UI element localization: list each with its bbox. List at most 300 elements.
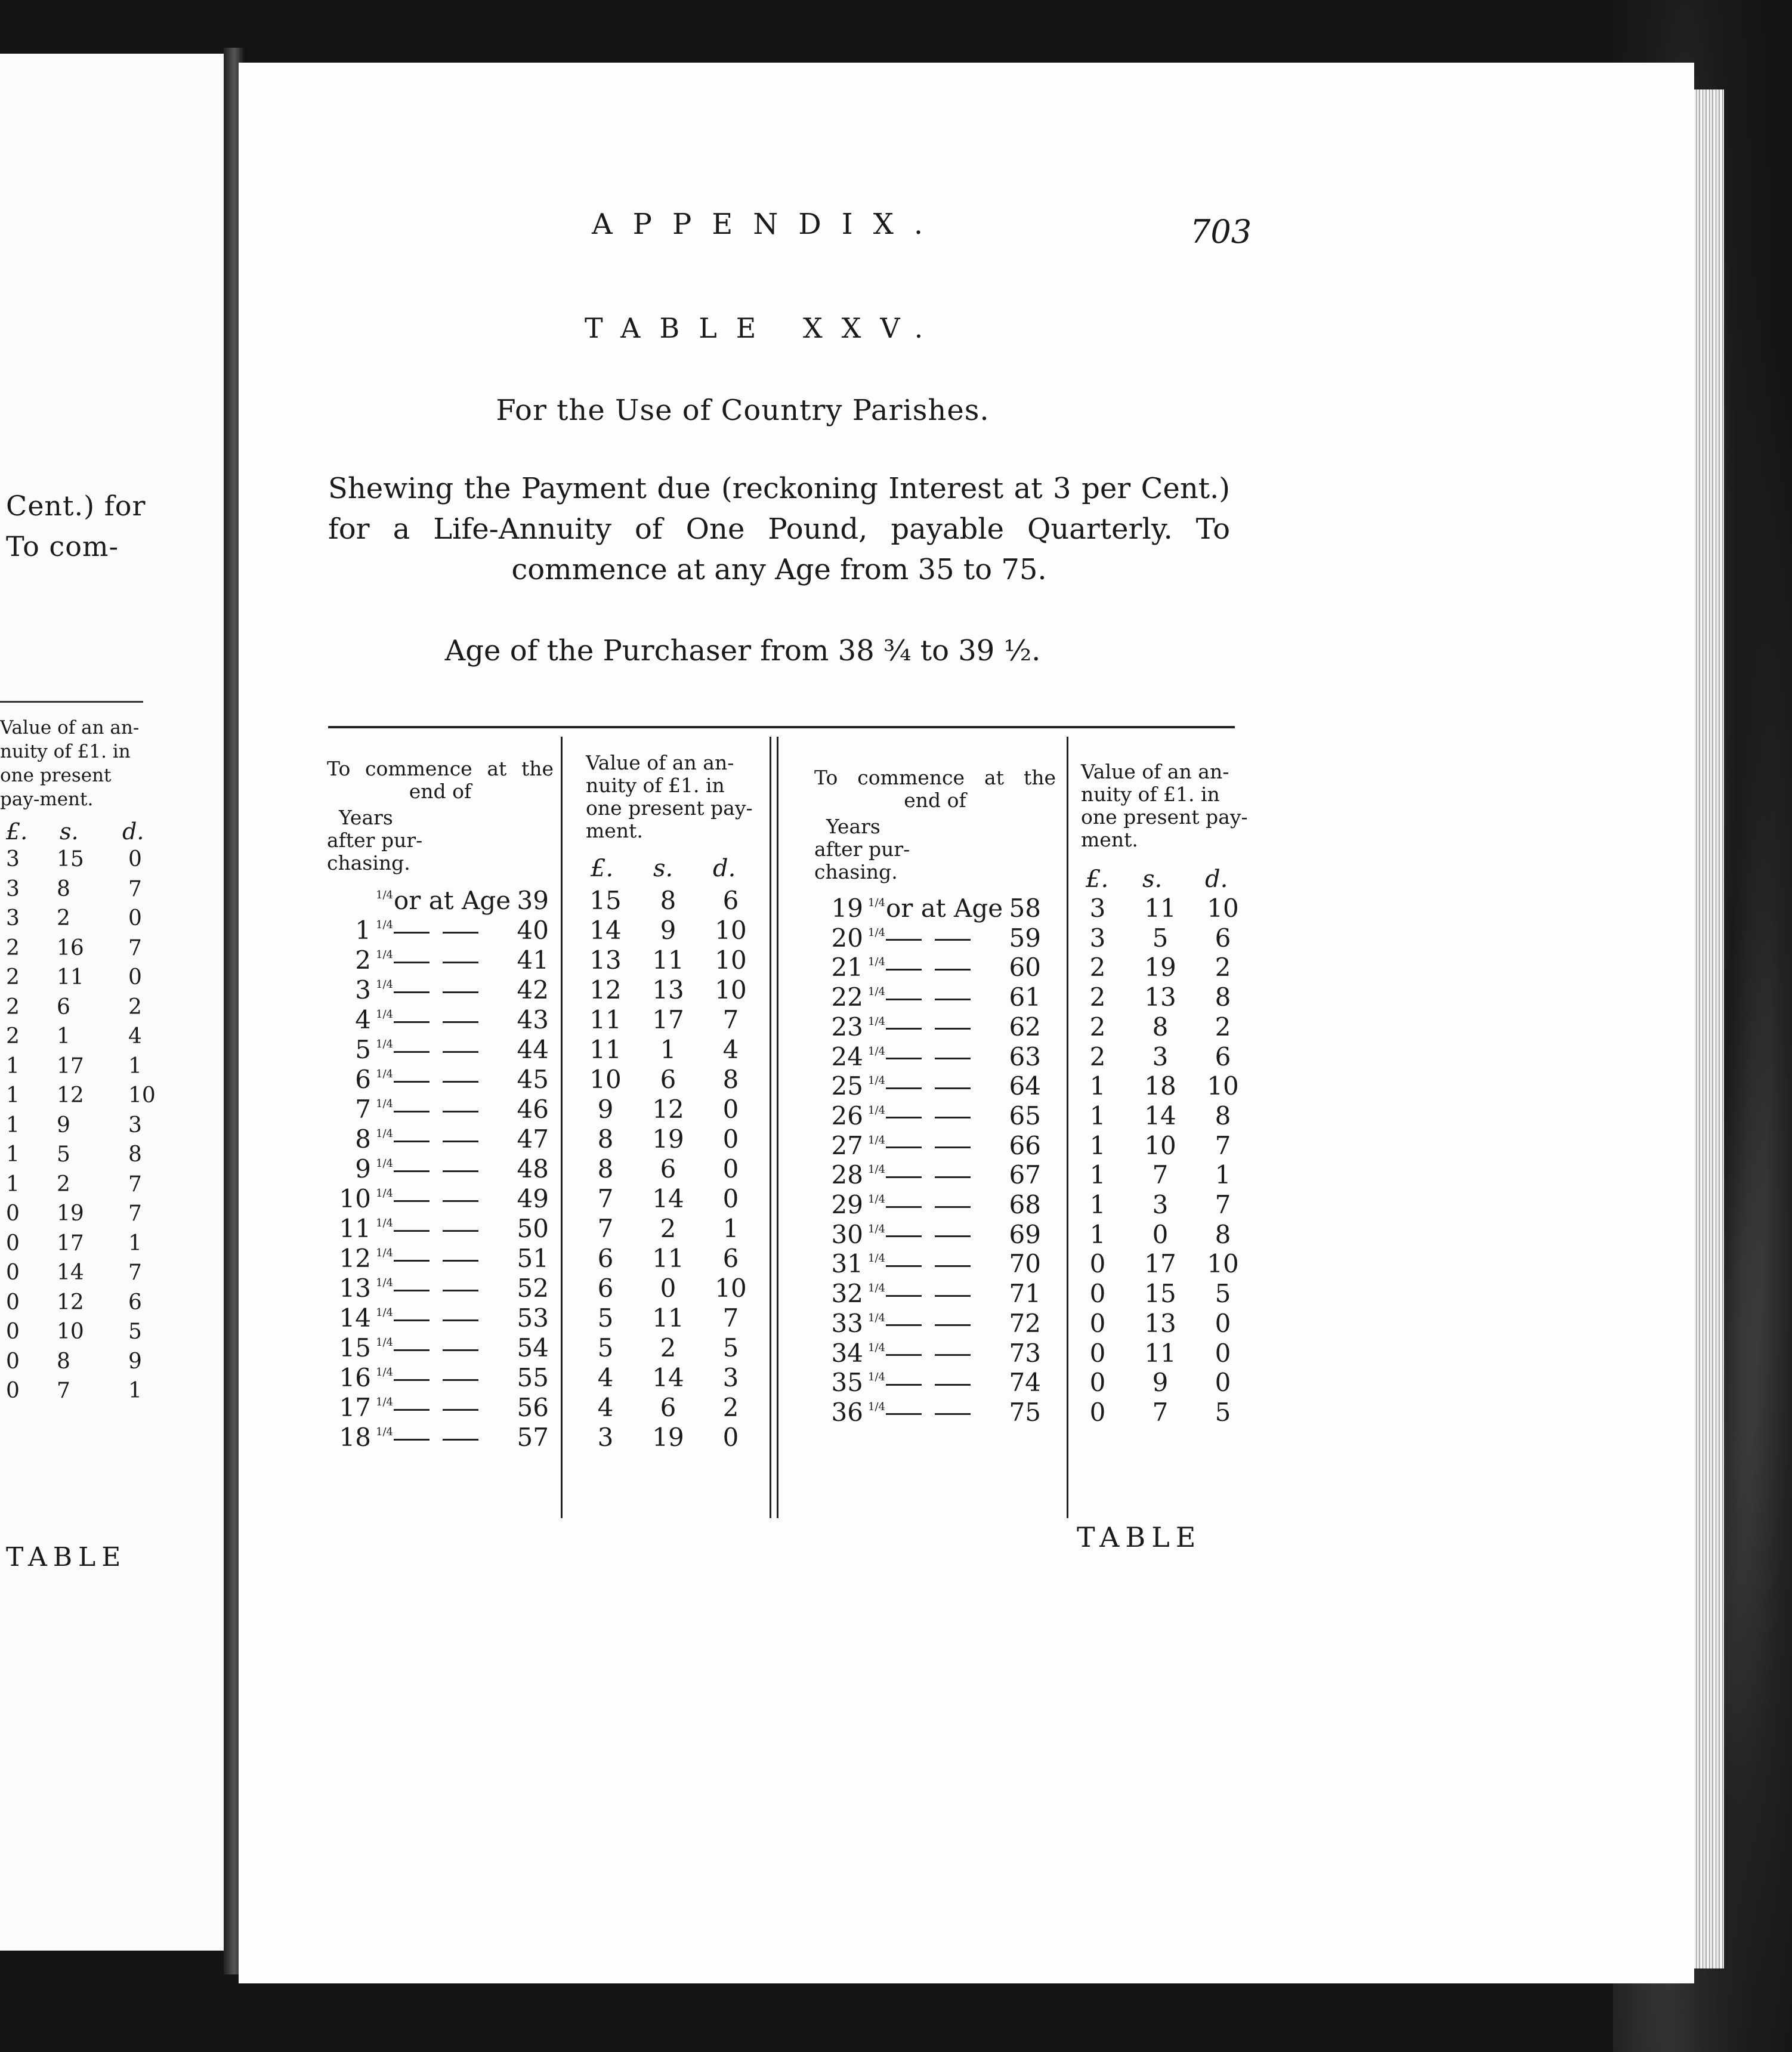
- pence-cell: 6: [722, 886, 739, 915]
- pounds-cell: 0: [6, 1231, 20, 1256]
- header-line: end of: [409, 780, 472, 803]
- ditto-dashes: [886, 1131, 984, 1161]
- right-page: [239, 63, 1694, 1983]
- pounds-cell: 1: [6, 1053, 20, 1078]
- years-cell: 17: [339, 1393, 371, 1422]
- pounds-unit: £.: [591, 855, 614, 882]
- shillings-cell: 7: [57, 1379, 70, 1403]
- quarter-fraction: 1/4: [376, 1157, 393, 1170]
- age-cell: 66: [1009, 1130, 1041, 1160]
- age-cell: 54: [517, 1333, 549, 1362]
- pence-cell: 0: [722, 1095, 739, 1124]
- shillings-cell: 14: [1144, 1101, 1176, 1130]
- years-cell: 34: [831, 1338, 863, 1368]
- pounds-cell: 7: [597, 1214, 614, 1243]
- quarter-fraction: 1/4: [868, 897, 885, 909]
- shillings-cell: 15: [57, 847, 84, 872]
- pounds-cell: 1: [6, 1112, 20, 1138]
- ditto-dashes: [394, 1095, 492, 1124]
- shillings-cell: 11: [652, 1303, 684, 1333]
- pence-cell: 6: [1215, 1042, 1231, 1071]
- age-cell: 74: [1009, 1368, 1041, 1398]
- quarter-fraction: 1/4: [376, 889, 393, 901]
- pounds-cell: 4: [597, 1393, 614, 1422]
- pounds-cell: 1: [1089, 1071, 1106, 1101]
- shillings-cell: 2: [57, 906, 70, 931]
- years-cell: 2: [355, 945, 371, 975]
- ditto-dashes: [394, 1154, 492, 1184]
- age-cell: 53: [517, 1303, 549, 1333]
- pounds-cell: 3: [6, 876, 20, 901]
- years-cell: 32: [831, 1279, 863, 1309]
- quarter-fraction: 1/4: [868, 1015, 885, 1028]
- header-line: after pur-: [814, 838, 910, 861]
- years-cell: 20: [831, 923, 863, 953]
- shillings-cell: 13: [1144, 1308, 1176, 1338]
- pounds-cell: 4: [597, 1363, 614, 1392]
- years-cell: 36: [831, 1397, 863, 1427]
- pence-cell: 0: [722, 1154, 739, 1183]
- age-cell: 59: [1009, 923, 1041, 953]
- age-cell: 68: [1009, 1190, 1041, 1219]
- age-cell: 57: [517, 1423, 549, 1452]
- years-cell: 23: [831, 1012, 863, 1042]
- left-page-row: [0, 1379, 143, 1408]
- pence-cell: 3: [722, 1363, 739, 1392]
- pence-cell: 7: [128, 1201, 142, 1226]
- shillings-cell: 11: [1144, 1338, 1176, 1368]
- pence-cell: 8: [1215, 1219, 1231, 1249]
- pounds-cell: 2: [1089, 982, 1106, 1012]
- ditto-dashes: [394, 916, 492, 945]
- pence-cell: 8: [128, 1142, 142, 1167]
- age-cell: 62: [1009, 1012, 1041, 1042]
- shillings-cell: 12: [57, 1290, 84, 1315]
- or-at-age-label: or at Age: [394, 886, 511, 915]
- pence-cell: 5: [1215, 1397, 1231, 1427]
- header-line: one present pay-: [586, 796, 753, 820]
- left-page-column-header: Value of an an-nuity of £1. in one present pay-ment.: [0, 717, 140, 810]
- header-line: chasing.: [814, 860, 898, 883]
- years-cell: 24: [831, 1042, 863, 1071]
- quarter-fraction: 1/4: [868, 1282, 885, 1295]
- shillings-cell: 5: [57, 1142, 70, 1167]
- shillings-cell: 8: [660, 886, 676, 915]
- quarter-fraction: 1/4: [868, 985, 885, 999]
- pounds-cell: 14: [589, 916, 622, 945]
- pounds-cell: 2: [6, 1024, 20, 1049]
- quarter-fraction: 1/4: [868, 1371, 885, 1384]
- quarter-fraction: 1/4: [868, 1222, 885, 1235]
- ditto-dashes: [886, 1012, 984, 1042]
- ditto-dashes: [886, 982, 984, 1012]
- pence-cell: 0: [1215, 1368, 1231, 1398]
- left-page-row: [0, 1319, 143, 1349]
- pence-cell: 10: [1207, 894, 1239, 923]
- quarter-fraction: 1/4: [376, 1187, 393, 1200]
- pence-cell: 1: [128, 1379, 142, 1403]
- shillings-cell: 1: [57, 1024, 70, 1049]
- shillings-cell: 17: [652, 1005, 684, 1034]
- pence-cell: 7: [128, 935, 142, 960]
- pounds-cell: 2: [1089, 1012, 1106, 1042]
- years-cell: 3: [355, 975, 371, 1005]
- pounds-cell: 6: [597, 1244, 614, 1273]
- pounds-cell: 0: [1089, 1368, 1106, 1398]
- pence-cell: 7: [722, 1303, 739, 1333]
- age-cell: 47: [517, 1124, 549, 1154]
- pence-cell: 1: [1215, 1160, 1231, 1190]
- years-cell: 15: [339, 1333, 371, 1362]
- quarter-fraction: 1/4: [868, 1400, 885, 1413]
- shillings-cell: 6: [57, 994, 70, 1019]
- pounds-unit: £.: [1086, 866, 1109, 893]
- pence-cell: 10: [1207, 1071, 1239, 1101]
- pounds-cell: 1: [6, 1142, 20, 1167]
- left-page-rule: [0, 701, 143, 703]
- shillings-cell: 6: [660, 1154, 676, 1183]
- table-subtitle: For the Use of Country Parishes.: [496, 394, 990, 427]
- header-line: To commence at the: [814, 766, 1056, 789]
- quarter-fraction: 1/4: [868, 1341, 885, 1354]
- ditto-dashes: [886, 1220, 984, 1250]
- shillings-cell: 12: [57, 1083, 84, 1108]
- quarter-fraction: 1/4: [868, 926, 885, 939]
- years-cell: 13: [339, 1274, 371, 1303]
- years-cell: 21: [831, 953, 863, 982]
- age-cell: 71: [1009, 1279, 1041, 1309]
- pounds-cell: 7: [597, 1184, 614, 1213]
- quarter-fraction: 1/4: [376, 1396, 393, 1408]
- column-divider: [1067, 737, 1068, 1518]
- age-cell: 73: [1009, 1338, 1041, 1368]
- pence-cell: 7: [128, 1260, 142, 1285]
- pounds-cell: 0: [1089, 1397, 1106, 1427]
- shillings-cell: 19: [1144, 953, 1176, 982]
- pounds-cell: 0: [1089, 1279, 1106, 1309]
- quarter-fraction: 1/4: [868, 1193, 885, 1206]
- value-header-right: [1081, 761, 1251, 851]
- quarter-fraction: 1/4: [376, 948, 393, 961]
- catchword: TABLE: [1077, 1521, 1202, 1553]
- years-cell: 9: [355, 1154, 371, 1183]
- pounds-cell: 0: [6, 1290, 20, 1315]
- shillings-cell: 8: [57, 1349, 70, 1374]
- pence-cell: 5: [722, 1333, 739, 1362]
- pence-cell: 0: [722, 1423, 739, 1452]
- header-line: ment.: [586, 819, 643, 842]
- age-cell: 63: [1009, 1042, 1041, 1071]
- pence-cell: 0: [722, 1124, 739, 1154]
- age-cell: 65: [1009, 1101, 1041, 1130]
- years-cell: 18: [339, 1423, 371, 1452]
- years-cell: 6: [355, 1065, 371, 1094]
- years-cell: 22: [831, 982, 863, 1012]
- pounds-cell: 8: [597, 1124, 614, 1154]
- age-cell: 46: [517, 1095, 549, 1124]
- quarter-fraction: 1/4: [868, 1311, 885, 1324]
- shillings-cell: 0: [1152, 1219, 1169, 1249]
- years-cell: 19: [831, 894, 863, 923]
- quarter-fraction: 1/4: [376, 1426, 393, 1438]
- ditto-dashes: [886, 1101, 984, 1131]
- pounds-cell: 11: [589, 1005, 622, 1034]
- header-line: Value of an an-: [1081, 760, 1229, 783]
- left-page-row: [0, 847, 143, 877]
- age-cell: 70: [1009, 1249, 1041, 1279]
- shillings-cell: 8: [1152, 1012, 1169, 1042]
- quarter-fraction: 1/4: [868, 1074, 885, 1087]
- pounds-cell: 9: [597, 1095, 614, 1124]
- ditto-dashes: [886, 1339, 984, 1368]
- pounds-cell: 8: [597, 1154, 614, 1183]
- quarter-fraction: 1/4: [376, 978, 393, 991]
- years-cell: 31: [831, 1249, 863, 1279]
- left-page-catchword: TABLE: [6, 1542, 127, 1572]
- shillings-unit: s.: [60, 818, 79, 845]
- left-page-row: [0, 906, 143, 936]
- years-cell: 25: [831, 1071, 863, 1101]
- quarter-fraction: 1/4: [868, 1163, 885, 1176]
- header-line: chasing.: [327, 851, 410, 874]
- pounds-cell: 13: [589, 945, 622, 975]
- shillings-cell: 19: [652, 1124, 684, 1154]
- shillings-cell: 10: [1144, 1130, 1176, 1160]
- pounds-cell: 0: [6, 1260, 20, 1285]
- left-page-row: [0, 877, 143, 907]
- years-cell: 26: [831, 1101, 863, 1130]
- pounds-cell: 1: [1089, 1160, 1106, 1190]
- shillings-cell: 7: [1152, 1397, 1169, 1427]
- pounds-cell: 2: [1089, 953, 1106, 982]
- years-cell: 8: [355, 1124, 371, 1154]
- pounds-cell: 1: [1089, 1190, 1106, 1219]
- pence-cell: 4: [128, 1024, 142, 1049]
- age-cell: 60: [1009, 953, 1041, 982]
- left-page-row: [0, 1054, 143, 1084]
- commence-header-right: [814, 767, 1056, 883]
- pounds-cell: 2: [1089, 1042, 1106, 1071]
- pence-cell: 1: [722, 1214, 739, 1243]
- shillings-unit: s.: [653, 855, 673, 882]
- ditto-dashes: [886, 1279, 984, 1309]
- pounds-cell: 1: [1089, 1219, 1106, 1249]
- quarter-fraction: 1/4: [376, 1247, 393, 1259]
- years-cell: 4: [355, 1005, 371, 1034]
- pence-cell: 10: [128, 1083, 156, 1108]
- ditto-dashes: [886, 953, 984, 982]
- purchaser-age-range: Age of the Purchaser from 38 ¾ to 39 ½.: [444, 634, 1041, 667]
- pence-cell: 7: [1215, 1190, 1231, 1219]
- pounds-cell: 3: [597, 1423, 614, 1452]
- quarter-fraction: 1/4: [376, 1098, 393, 1110]
- pounds-cell: 5: [597, 1303, 614, 1333]
- pence-cell: 6: [1215, 923, 1231, 953]
- ditto-dashes: [394, 1274, 492, 1303]
- ditto-dashes: [394, 975, 492, 1005]
- shillings-cell: 11: [652, 945, 684, 975]
- pence-cell: 2: [128, 994, 142, 1019]
- age-cell: 39: [517, 886, 549, 915]
- pence-cell: 10: [715, 916, 747, 945]
- years-cell: 5: [355, 1035, 371, 1064]
- left-page-row: [0, 1142, 143, 1172]
- shillings-cell: 8: [57, 876, 70, 901]
- shillings-cell: 14: [652, 1184, 684, 1213]
- pence-cell: 1: [128, 1053, 142, 1078]
- ditto-dashes: [886, 1249, 984, 1279]
- header-line: nuity of £1. in: [586, 774, 725, 797]
- shillings-cell: 6: [660, 1065, 676, 1094]
- quarter-fraction: 1/4: [376, 1127, 393, 1140]
- pounds-cell: 10: [589, 1065, 622, 1094]
- years-cell: 7: [355, 1095, 371, 1124]
- shillings-cell: 3: [1152, 1190, 1169, 1219]
- years-cell: 33: [831, 1308, 863, 1338]
- ditto-dashes: [886, 1042, 984, 1072]
- table-top-rule: [328, 726, 1235, 728]
- shillings-cell: 12: [652, 1095, 684, 1124]
- pence-cell: 10: [1207, 1249, 1239, 1279]
- shillings-cell: 11: [1144, 894, 1176, 923]
- shillings-cell: 13: [652, 975, 684, 1005]
- years-cell: 10: [339, 1184, 371, 1213]
- pence-cell: 8: [1215, 1101, 1231, 1130]
- ditto-dashes: [394, 1065, 492, 1095]
- shillings-cell: 3: [1152, 1042, 1169, 1071]
- ditto-dashes: [394, 1005, 492, 1035]
- pence-cell: 8: [722, 1065, 739, 1094]
- running-head: APPENDIX.: [592, 208, 944, 241]
- shillings-cell: 15: [1144, 1279, 1176, 1309]
- left-page-row: [0, 1231, 143, 1261]
- pounds-cell: 3: [6, 906, 20, 931]
- pounds-cell: 3: [6, 847, 20, 872]
- age-cell: 61: [1009, 982, 1041, 1012]
- age-cell: 43: [517, 1005, 549, 1034]
- pounds-cell: 0: [6, 1201, 20, 1226]
- left-page-row: [0, 1024, 143, 1054]
- years-cell: 29: [831, 1190, 863, 1219]
- pounds-cell: 0: [1089, 1308, 1106, 1338]
- age-cell: 67: [1009, 1160, 1041, 1190]
- quarter-fraction: 1/4: [376, 1217, 393, 1229]
- pounds-cell: 15: [589, 886, 622, 915]
- left-page-row: [0, 936, 143, 966]
- center-double-rule-b: [777, 737, 778, 1518]
- left-page-text-line-1: Cent.) for: [6, 490, 146, 522]
- header-line: Years: [826, 815, 880, 838]
- pence-unit: d.: [1205, 866, 1228, 893]
- pence-cell: 0: [128, 847, 142, 872]
- pence-cell: 6: [128, 1290, 142, 1315]
- shillings-cell: 11: [57, 965, 84, 990]
- years-cell: 27: [831, 1130, 863, 1160]
- pence-cell: 7: [128, 876, 142, 901]
- shillings-cell: 19: [57, 1201, 84, 1226]
- shillings-cell: 7: [1152, 1160, 1169, 1190]
- shillings-cell: 17: [57, 1231, 84, 1256]
- center-double-rule-a: [770, 737, 771, 1518]
- shillings-cell: 18: [1144, 1071, 1176, 1101]
- ditto-dashes: [394, 1184, 492, 1214]
- ditto-dashes: [394, 1423, 492, 1453]
- shillings-cell: 9: [57, 1112, 70, 1138]
- pence-cell: 0: [128, 965, 142, 990]
- pounds-cell: 2: [6, 965, 20, 990]
- ditto-dashes: [886, 1398, 984, 1427]
- age-cell: 64: [1009, 1071, 1041, 1101]
- age-cell: 51: [517, 1244, 549, 1273]
- pence-cell: 9: [128, 1349, 142, 1374]
- age-cell: 69: [1009, 1219, 1041, 1249]
- left-page-row: [0, 1083, 156, 1113]
- shillings-cell: 9: [1152, 1368, 1169, 1398]
- shillings-cell: 2: [660, 1333, 676, 1362]
- ditto-dashes: [886, 1071, 984, 1101]
- table-description: Shewing the Payment due (reckoning Interest at 3 per Cent.) for a Life-Annuity of One Pound, payable Quarterly. To commence at any Age from 35 to 75.: [328, 472, 1230, 586]
- quarter-fraction: 1/4: [376, 1008, 393, 1021]
- pence-cell: 0: [1215, 1308, 1231, 1338]
- pounds-cell: 2: [6, 935, 20, 960]
- shillings-cell: 2: [57, 1172, 70, 1197]
- age-cell: 41: [517, 945, 549, 975]
- shillings-cell: 17: [1144, 1249, 1176, 1279]
- quarter-fraction: 1/4: [376, 1306, 393, 1319]
- quarter-fraction: 1/4: [376, 1336, 393, 1349]
- table-title: TABLE XXV.: [585, 312, 943, 344]
- shillings-cell: 10: [57, 1319, 84, 1344]
- age-cell: 58: [1009, 894, 1041, 923]
- pence-cell: 1: [128, 1231, 142, 1256]
- header-line: ment.: [1081, 828, 1138, 851]
- shillings-cell: 6: [660, 1393, 676, 1422]
- pence-cell: 2: [1215, 953, 1231, 982]
- shillings-cell: 19: [652, 1423, 684, 1452]
- pence-cell: 8: [1215, 982, 1231, 1012]
- ditto-dashes: [886, 923, 984, 953]
- header-line: Years: [339, 806, 393, 829]
- left-page-row: [0, 1260, 143, 1290]
- ditto-dashes: [394, 945, 492, 975]
- left-page-row: [0, 1201, 143, 1231]
- pence-cell: 3: [128, 1112, 142, 1138]
- years-cell: 12: [339, 1244, 371, 1273]
- pounds-cell: 0: [6, 1379, 20, 1403]
- age-cell: 40: [517, 916, 549, 945]
- pounds-cell: 1: [1089, 1101, 1106, 1130]
- quarter-fraction: 1/4: [376, 919, 393, 931]
- pounds-cell: 0: [1089, 1249, 1106, 1279]
- years-cell: 35: [831, 1368, 863, 1398]
- left-page-row: [0, 1349, 143, 1379]
- pounds-cell: 1: [6, 1083, 20, 1108]
- pence-cell: 10: [715, 975, 747, 1005]
- age-cell: 75: [1009, 1397, 1041, 1427]
- pence-cell: 2: [722, 1393, 739, 1422]
- quarter-fraction: 1/4: [376, 1038, 393, 1050]
- left-page-row: [0, 965, 143, 995]
- quarter-fraction: 1/4: [868, 1104, 885, 1117]
- quarter-fraction: 1/4: [376, 1277, 393, 1289]
- ditto-dashes: [394, 1303, 492, 1333]
- pounds-cell: 5: [597, 1333, 614, 1362]
- left-page-row: [0, 1172, 143, 1202]
- shillings-cell: 5: [1152, 923, 1169, 953]
- header-line: nuity of £1. in: [1081, 783, 1220, 806]
- years-cell: 30: [831, 1219, 863, 1249]
- ditto-dashes: [394, 1363, 492, 1393]
